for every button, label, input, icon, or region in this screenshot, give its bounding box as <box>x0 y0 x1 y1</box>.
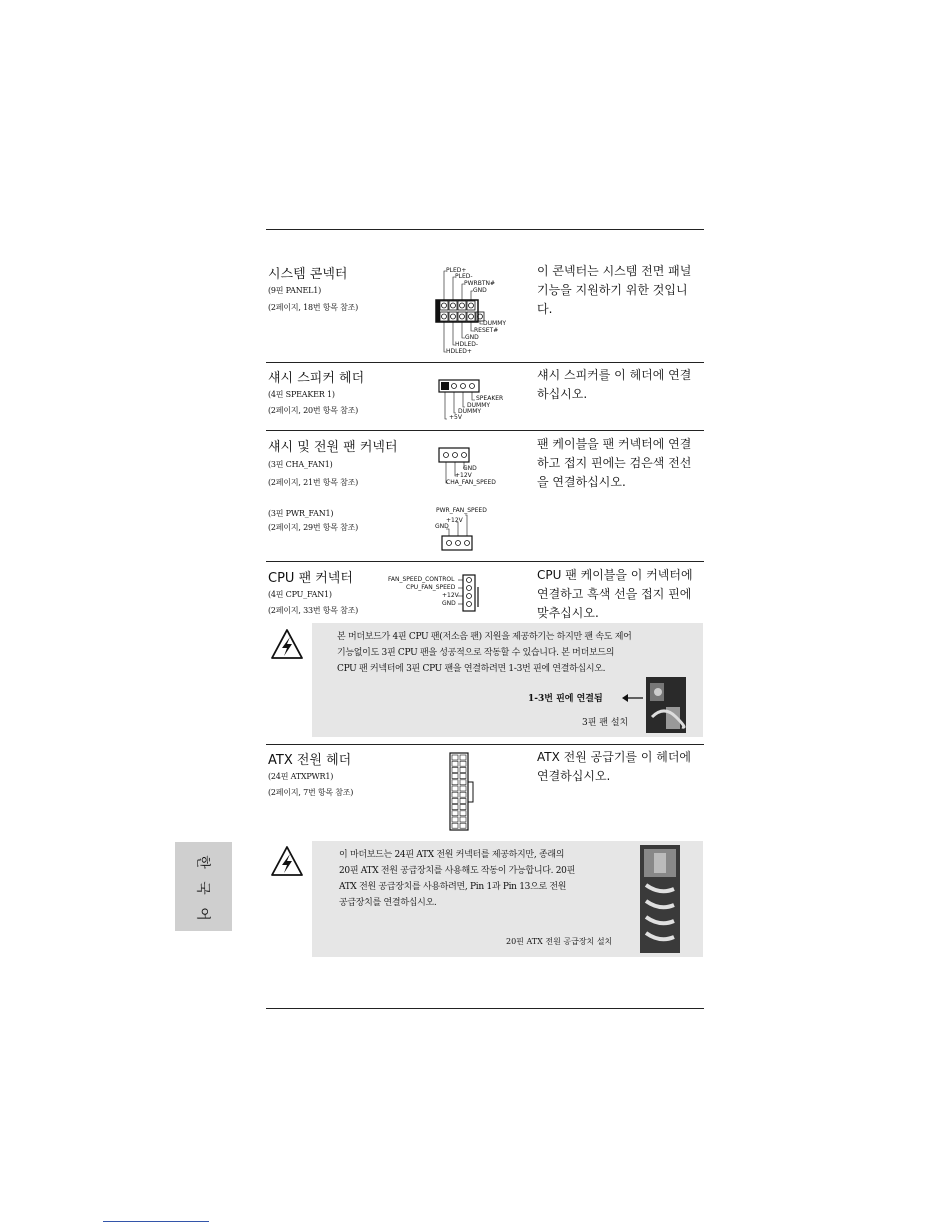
cpu-fan-sub1: (4핀 CPU_FAN1) <box>268 590 332 599</box>
system-panel-title: 시스템 콘넥터 <box>268 267 348 282</box>
atx-pin <box>460 767 466 772</box>
panel-pin-label: HDLED- <box>455 341 479 348</box>
cpu-fan-desc: CPU 팬 케이블을 이 커넥터에 연결하고 흑색 선을 접지 핀에 맞추십시오. <box>537 568 693 620</box>
atx-pin <box>452 767 458 772</box>
pwr-fan-pin-label: +12V <box>446 517 463 524</box>
panel-pin-label: PWRBTN# <box>464 280 496 287</box>
atx-pin <box>460 805 466 810</box>
atx-install-photo <box>640 845 680 953</box>
cpu-fan-sub2: (2페이지, 33번 항목 참조) <box>268 606 359 615</box>
cha-fan-pin-label: CHA_FAN_SPEED <box>446 479 496 486</box>
atx-pin <box>460 755 466 760</box>
cpu-fan-note <box>312 623 703 737</box>
system-panel-sub1: (9핀 PANEL1) <box>268 286 322 295</box>
system-panel-desc: 이 콘넥터는 시스템 전면 패널 기능을 지원하기 위한 것입니다. <box>537 264 692 316</box>
side-tab-char: 한 <box>194 855 211 869</box>
atx-pin <box>460 792 466 797</box>
atx-pin <box>452 823 458 828</box>
section-rule <box>266 362 704 363</box>
atx-pin <box>452 811 458 816</box>
atxpwr1-diagram <box>448 752 476 832</box>
arrow-left-icon <box>622 693 644 703</box>
atx-pin <box>460 798 466 803</box>
atx-pin <box>460 774 466 779</box>
atx-pin <box>452 774 458 779</box>
section-rule <box>266 744 704 745</box>
pin-connected-label: 1-3번 핀에 연결됨 <box>528 694 603 704</box>
atx-power-note <box>312 841 703 957</box>
cpu-fan-pin-label: +12V <box>442 592 459 599</box>
panel-pin-label: DUMMY <box>483 320 507 327</box>
atx-pin <box>452 755 458 760</box>
panel-pin-label: HDLED+ <box>446 348 472 355</box>
atx-power-title: ATX 전원 헤더 <box>268 753 352 768</box>
cpu-fan-pin-label: FAN_SPEED_CONTROL <box>388 576 455 583</box>
pwr-fan-sub2: (2페이지, 29번 항목 참조) <box>268 523 359 532</box>
atx-pin <box>452 798 458 803</box>
footer-underline <box>103 1221 209 1222</box>
speaker-pin-label: +5V <box>449 414 462 421</box>
atx-install-caption: 20핀 ATX 전원 공급장치 설치 <box>506 937 613 946</box>
atx-power-desc: ATX 전원 공급기를 이 헤더에 연결하십시오. <box>537 750 692 783</box>
speaker-desc: 섀시 스피커를 이 헤더에 연결하십시오. <box>537 368 692 401</box>
note-line: CPU 팬 커넥터에 3핀 CPU 팬을 연결하려면 1-3번 핀에 연결하십시오. <box>337 664 606 674</box>
system-panel-sub2: (2페이지, 18번 항목 참조) <box>268 303 359 312</box>
panel-pin-label: GND <box>465 334 479 341</box>
atx-pin <box>452 817 458 822</box>
chassis-fan-desc: 팬 케이블을 팬 커넥터에 연결하고 접지 핀에는 검은색 전선을 연결하십시오. <box>537 437 692 489</box>
panel-pin-label: PLED+ <box>446 267 467 274</box>
note-line: ATX 전원 공급장치를 사용하려면, Pin 1과 Pin 13으로 전원 <box>339 882 567 892</box>
cpu-fan-pin-label: CPU_FAN_SPEED <box>406 584 456 591</box>
atx-pin <box>460 817 466 822</box>
note-line: 20핀 ATX 전원 공급장치를 사용해도 작동이 가능합니다. 20핀 <box>339 866 575 876</box>
atx-pin <box>452 780 458 785</box>
warning-icon <box>270 628 304 662</box>
top-rule <box>266 229 704 230</box>
cpu-fan1-diagram <box>458 573 488 613</box>
bottom-rule <box>266 1008 704 1009</box>
cha-fan-pin-label: GND <box>463 465 477 472</box>
speaker-pin-label: SPEAKER <box>476 395 504 402</box>
warning-icon <box>270 845 304 879</box>
side-tab-char: 국 <box>194 881 211 895</box>
atx-pin <box>460 780 466 785</box>
atx-power-sub1: (24핀 ATXPWR1) <box>268 772 334 781</box>
fan-install-photo <box>646 677 686 733</box>
atx-power-sub2: (2페이지, 7번 항목 참조) <box>268 788 354 797</box>
atx-pin <box>452 792 458 797</box>
speaker-title: 섀시 스피커 헤더 <box>268 371 365 386</box>
cpu-fan-pin-label: GND <box>442 600 456 607</box>
cha-fan-pin-label: +12V <box>455 472 472 479</box>
speaker-pin-label: DUMMY <box>467 402 491 409</box>
pwr-fan-pin-label: PWR_FAN_SPEED <box>436 507 487 514</box>
atx-pin <box>460 811 466 816</box>
chassis-fan-sub2: (2페이지, 21번 항목 참조) <box>268 478 359 487</box>
pwr-fan-sub1: (3핀 PWR_FAN1) <box>268 509 334 518</box>
section-rule <box>266 430 704 431</box>
note-line: 본 머더보드가 4핀 CPU 팬(저소음 팬) 지원을 제공하기는 하지만 팬 속도 제어 <box>337 632 632 642</box>
panel-pin-label: RESET# <box>474 327 499 334</box>
pwr-fan-pin-label: GND <box>435 523 449 530</box>
atx-pin <box>460 761 466 766</box>
fan-install-caption: 3핀 팬 설치 <box>582 718 629 728</box>
atx-pin <box>460 823 466 828</box>
note-line: 이 마더보드는 24핀 ATX 전원 커넥터를 제공하지만, 종래의 <box>339 850 565 860</box>
chassis-fan-sub1: (3핀 CHA_FAN1) <box>268 460 333 469</box>
panel-pin-label: GND <box>473 287 487 294</box>
atx-pin <box>452 786 458 791</box>
speaker-pin-label: DUMMY <box>458 408 482 415</box>
note-line: 공급장치를 연결하십시오. <box>339 898 437 908</box>
speaker-sub1: (4핀 SPEAKER 1) <box>268 390 335 399</box>
section-rule <box>266 561 704 562</box>
chassis-fan-title: 섀시 및 전원 팬 커넥터 <box>268 440 398 455</box>
cpu-fan-title: CPU 팬 커넥터 <box>268 571 353 586</box>
atx-pin <box>452 805 458 810</box>
atx-pin <box>452 761 458 766</box>
side-tab-char: 어 <box>194 907 211 921</box>
speaker-sub2: (2페이지, 20번 항목 참조) <box>268 406 359 415</box>
atx-pin <box>460 786 466 791</box>
language-side-tab <box>175 842 232 931</box>
note-line: 기능없이도 3핀 CPU 팬을 성공적으로 작동할 수 있습니다. 본 머더보드의 <box>337 648 615 658</box>
panel-pin-label: PLED- <box>455 273 473 280</box>
